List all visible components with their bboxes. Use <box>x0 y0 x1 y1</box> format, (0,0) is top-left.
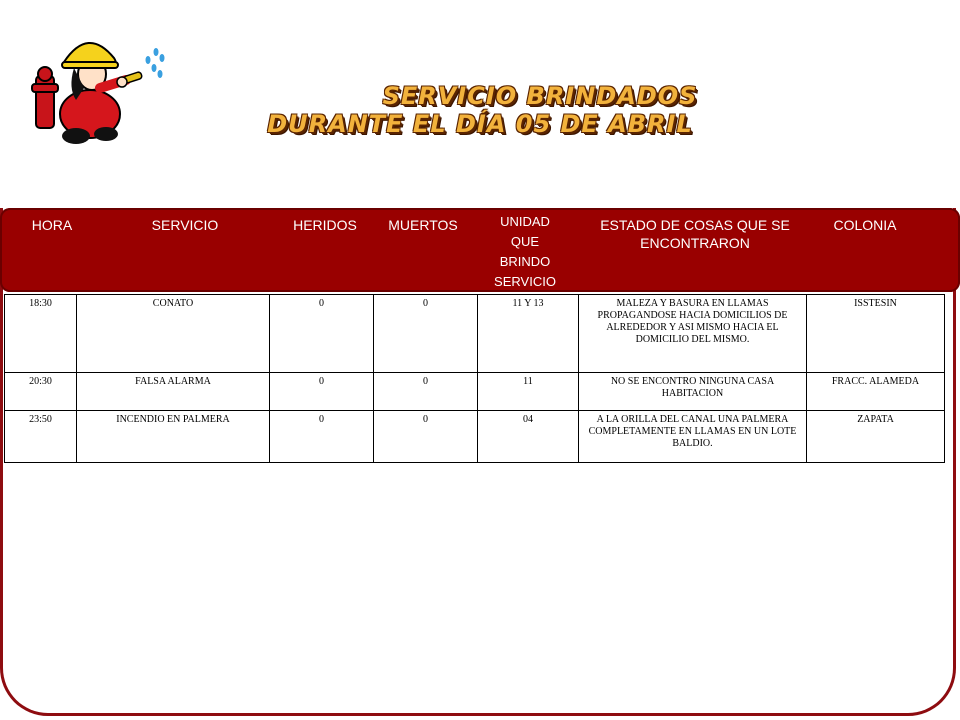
cell-muertos: 0 <box>374 373 478 411</box>
cell-estado: A LA ORILLA DEL CANAL UNA PALMERA COMPLETAMENTE EN LLAMAS EN UN LOTE BALDIO. <box>579 411 807 463</box>
title-line-1: SERVICIO BRINDADOS <box>382 82 698 110</box>
cell-unidad: 11 <box>478 373 579 411</box>
cell-colonia: ZAPATA <box>807 411 945 463</box>
cell-estado: MALEZA Y BASURA EN LLAMAS PROPAGANDOSE HACIA DOMICILIOS DE ALREDEDOR Y ASI MISMO HACIA EL DOMICILIO DEL MISMO. <box>579 295 807 373</box>
services-table <box>4 294 945 463</box>
cell-unidad: 04 <box>478 411 579 463</box>
page-title <box>160 82 880 138</box>
header-unidad-line-4: SERVICIO <box>494 274 556 289</box>
table-row <box>5 295 945 373</box>
cell-colonia: ISSTESIN <box>807 295 945 373</box>
header-heridos: HERIDOS <box>293 217 357 233</box>
header-colonia: COLONIA <box>833 217 897 233</box>
cell-servicio: FALSA ALARMA <box>77 373 270 411</box>
cell-heridos: 0 <box>270 295 374 373</box>
cell-hora: 23:50 <box>5 411 77 463</box>
cell-muertos: 0 <box>374 295 478 373</box>
title-line-2: DURANTE EL DÍA 05 DE ABRIL <box>267 110 693 138</box>
header-muertos: MUERTOS <box>388 217 458 233</box>
cell-muertos: 0 <box>374 411 478 463</box>
cell-estado: NO SE ENCONTRO NINGUNA CASA HABITACION <box>579 373 807 411</box>
cell-colonia: FRACC. ALAMEDA <box>807 373 945 411</box>
header-unidad-line-3: BRINDO <box>499 254 551 269</box>
header-servicio: SERVICIO <box>151 217 219 233</box>
header-unidad-line-2: QUE <box>510 234 540 249</box>
header-unidad-line-1: UNIDAD <box>500 214 550 229</box>
cell-hora: 20:30 <box>5 373 77 411</box>
cell-unidad: 11 Y 13 <box>478 295 579 373</box>
header-estado: ESTADO DE COSAS QUE SE ENCONTRARON <box>600 217 790 251</box>
cell-hora: 18:30 <box>5 295 77 373</box>
header-hora: HORA <box>31 217 73 233</box>
cell-servicio: INCENDIO EN PALMERA <box>77 411 270 463</box>
table-row <box>5 373 945 411</box>
table-header <box>0 208 960 292</box>
table-row <box>5 411 945 463</box>
cell-heridos: 0 <box>270 411 374 463</box>
cell-servicio: CONATO <box>77 295 270 373</box>
header-unidad <box>470 212 580 292</box>
cell-heridos: 0 <box>270 373 374 411</box>
